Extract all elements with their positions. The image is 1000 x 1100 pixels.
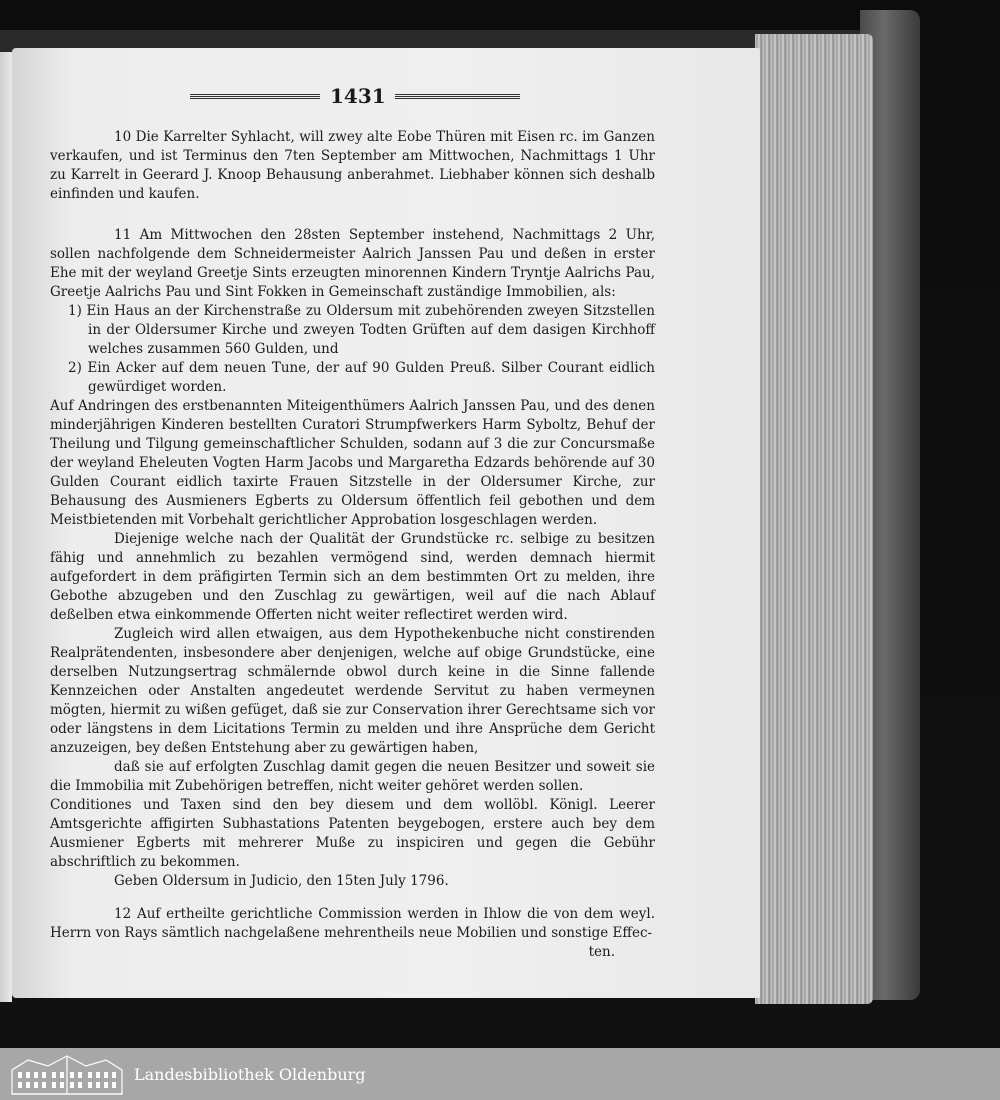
page-body [50, 128, 655, 962]
paragraph-11-consequence: daß sie auf erfolgten Zuschlag damit gegen die neuen Besitzer und soweit sie die Immobilia mit Zubehörigen betreffen, nicht weiter gehöret werden sollen. [50, 759, 655, 794]
paragraph-11-dateline: Geben Oldersum in Judicio, den 15ten July 1796. [114, 873, 449, 889]
left-page-edge [0, 52, 12, 1002]
paragraph-10: 10 Die Karrelter Syhlacht, will zwey alte Eobe Thüren mit Eisen rc. im Ganzen verkaufen, und ist Terminus den 7ten September am Mittwochen, Nachmittags 1 Uhr zu Karrelt in Geerard J. Knoop Behausung anberahmet. Liebhaber können sich deshalb einfinden und kaufen. [50, 129, 655, 202]
paragraph-11-conditions: Conditiones und Taxen sind den bey diesem und dem wollöbl. Königl. Leerer Amtsgerichte affigirten Subhastations Patenten beygebogen, erstere auch bey dem Ausmiener Egberts mit mehrerer Muße zu inspiciren und gegen die Gebühr abschriftlich zu bekommen. [50, 797, 655, 870]
page-number: 1431 [330, 84, 386, 108]
header-rule-right [395, 94, 520, 100]
paragraph-11-bidders: Diejenige welche nach der Qualität der Grundstücke rc. selbige zu besitzen fähig und annehmlich zu bezahlen vermögend sind, werden demnach hiermit aufgefordert in dem präfigirten Termin sich an dem bestimmten Ort zu melden, ihre Gebothe abzugeben und den Zuschlag zu gewärtigen, weil auf die nach Ablauf deßelben etwa einkommende Offerten nicht weiter reflectiret werden wird. [50, 531, 655, 623]
list-item-2: 2) Ein Acker auf dem neuen Tune, der auf 90 Gulden Preuß. Silber Courant eidlich gewürdiget worden. [68, 360, 655, 395]
page-stack-edge [755, 34, 873, 1004]
library-name: Landesbibliothek Oldenburg [134, 1065, 366, 1084]
paragraph-11-claims: Zugleich wird allen etwaigen, aus dem Hypothekenbuche nicht constirenden Realprätendenten, insbesondere aber denjenigen, welche auf obige Grundstücke, eine derselben Nutzungsertrag schmälernde obwol durch keine in die Sinne fallende Kennzeichen oder Anstalten angedeutet werdende Servitut zu haben vermeynen mögten, hiermit zu wißen gefüget, daß sie zur Conservation ihrer Gerechtsame sich vor oder längstens in dem Licitations Termin zu melden und ihre Ansprüche dem Gericht anzuzeigen, bey deßen Entstehung aber zu gewärtigen haben, [50, 626, 655, 756]
page-header [190, 86, 520, 110]
list-item-1: 1) Ein Haus an der Kirchenstraße zu Oldersum mit zubehörenden zweyen Sitzstellen in der Oldersumer Kirche und zweyen Todten Grüften auf dem dasigen Kirchhoff welches zusammen 560 Gulden, und [68, 303, 655, 357]
paragraph-11: 11 Am Mittwochen den 28sten September instehend, Nachmittags 2 Uhr, sollen nachfolgende dem Schneidermeister Aalrich Janssen Pau und deßen in erster Ehe mit der weyland Greetje Sints erzeugten minorennen Kindern Tryntje Aalrichs Pau, Greetje Aalrichs Pau und Sint Fokken in Gemeinschaft zuständige Immobilien, als: [50, 227, 655, 300]
header-rule-left [190, 94, 320, 100]
paragraph-12: 12 Auf ertheilte gerichtliche Commission werden in Ihlow die von dem weyl. Herrn von Rays sämtlich nachgelaßene mehrentheils neue Mobilien und sonstige Effec- [50, 906, 655, 941]
catchword: ten. [588, 944, 615, 960]
library-building-icon [8, 1052, 126, 1096]
footer-bar [0, 1048, 1000, 1100]
paragraph-11-request: Auf Andringen des erstbenannten Miteigenthümers Aalrich Janssen Pau, und des denen minderjährigen Kinderen bestellten Curatori Strumpfwerkers Harm Syboltz, Behuf der Theilung und Tilgung gemeinschaftlicher Schulden, sodann auf 3 die zur Concursmaße der weyland Eheleuten Vogten Harm Jacobs und Margaretha Edzards behörende auf 30 Gulden Courant eidlich taxirte Frauen Sitzstelle in der Oldersumer Kirche, zur Behausung des Ausmieners Egberts zu Oldersum öffentlich feil gebothen und dem Meistbietenden mit Vorbehalt gerichtlicher Approbation losgeschlagen werden. [50, 398, 655, 528]
